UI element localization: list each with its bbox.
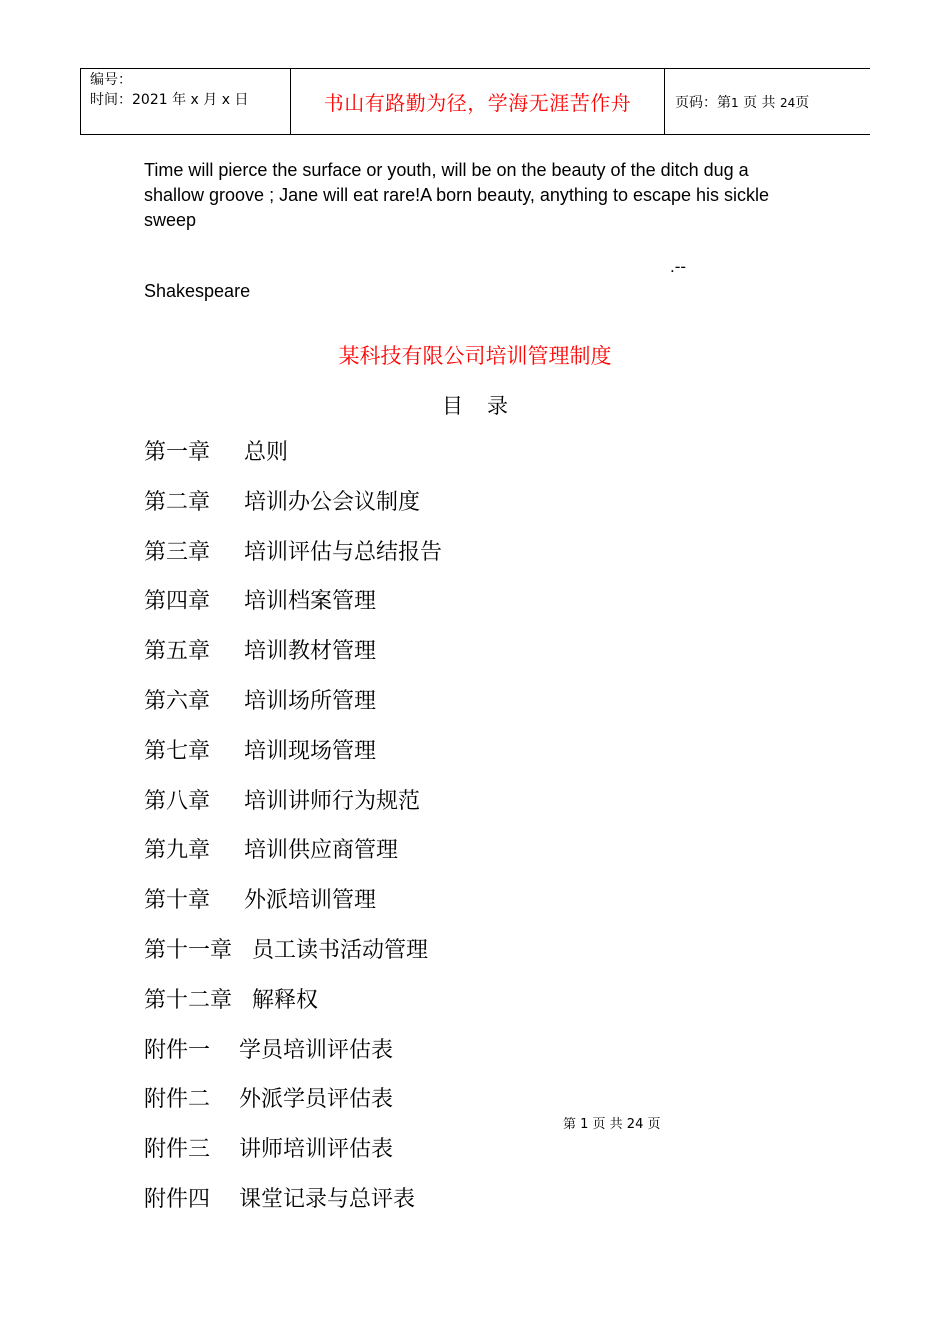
toc-chapter: 第六章 <box>144 688 211 714</box>
toc-name: 讲师培训评估表 <box>239 1137 394 1163</box>
toc-name: 培训办公会议制度 <box>244 489 421 515</box>
toc-name: 课堂记录与总评表 <box>239 1186 416 1212</box>
toc-item <box>144 1184 442 1234</box>
toc-item <box>144 586 442 636</box>
toc-chapter: 第四章 <box>144 589 211 615</box>
toc-item <box>144 487 442 537</box>
date-label: 时间：2021 年 x 月 x 日 <box>90 92 249 108</box>
toc-title: 目录 <box>442 394 532 418</box>
header-info-cell <box>81 69 291 135</box>
toc-item <box>144 437 442 487</box>
header-page-number: 页码：第1 页 共 24页 <box>675 94 810 111</box>
toc-chapter: 第八章 <box>144 788 211 814</box>
toc-item <box>144 686 442 736</box>
toc-chapter: 第十一章 <box>144 937 233 963</box>
toc-name: 培训讲师行为规范 <box>244 788 421 814</box>
toc-name: 培训评估与总结报告 <box>244 539 443 565</box>
toc-name: 外派培训管理 <box>244 888 377 914</box>
toc-item <box>144 985 442 1035</box>
toc-chapter: 第九章 <box>144 838 211 864</box>
toc-name: 培训教材管理 <box>244 639 377 665</box>
header-page-cell <box>665 69 871 135</box>
toc-name: 员工读书活动管理 <box>252 937 429 963</box>
toc-chapter: 附件二 <box>144 1087 211 1113</box>
toc-name: 解释权 <box>252 987 319 1013</box>
toc-name: 学员培训评估表 <box>239 1037 394 1063</box>
toc-chapter: 第二章 <box>144 489 211 515</box>
toc-item <box>144 1035 442 1085</box>
toc-chapter: 第五章 <box>144 639 211 665</box>
toc-item <box>144 636 442 686</box>
quote-author: Shakespeare <box>144 281 251 301</box>
motto: 书山有路勤为径，学海无涯苦作舟 <box>323 91 632 115</box>
toc-name: 培训档案管理 <box>244 589 377 615</box>
document-header <box>80 68 870 135</box>
toc-chapter: 第七章 <box>144 738 211 764</box>
toc-name: 培训场所管理 <box>244 688 377 714</box>
number-label: 编号： <box>90 72 132 88</box>
toc-name: 总则 <box>244 440 289 465</box>
toc-item <box>144 736 442 786</box>
quote-dash: .-- <box>670 257 687 276</box>
toc-chapter: 附件四 <box>144 1186 211 1212</box>
table-of-contents <box>144 437 442 1234</box>
toc-item <box>144 1084 442 1134</box>
toc-item <box>144 1134 442 1184</box>
toc-item <box>144 786 442 836</box>
toc-item <box>144 537 442 587</box>
toc-item <box>144 935 442 985</box>
toc-name: 培训供应商管理 <box>244 838 399 864</box>
toc-chapter: 附件一 <box>144 1037 211 1063</box>
toc-chapter: 第一章 <box>144 440 211 465</box>
header-motto-cell <box>291 69 665 135</box>
toc-chapter: 第十二章 <box>144 987 233 1013</box>
toc-chapter: 附件三 <box>144 1137 211 1163</box>
toc-name: 培训现场管理 <box>244 738 377 764</box>
quote-text: Time will pierce the surface or youth, will be on the beauty of the ditch dug a shallow groove ; Jane will eat rare!A born beauty, anything to escape his sickle sweep <box>144 160 770 230</box>
toc-name: 外派学员评估表 <box>239 1087 394 1113</box>
toc-item <box>144 835 442 885</box>
toc-chapter: 第十章 <box>144 888 211 914</box>
document-title: 某科技有限公司培训管理制度 <box>338 344 612 368</box>
toc-item <box>144 885 442 935</box>
footer-page-number: 第 1 页 共 24 页 <box>563 1117 661 1132</box>
toc-chapter: 第三章 <box>144 539 211 565</box>
